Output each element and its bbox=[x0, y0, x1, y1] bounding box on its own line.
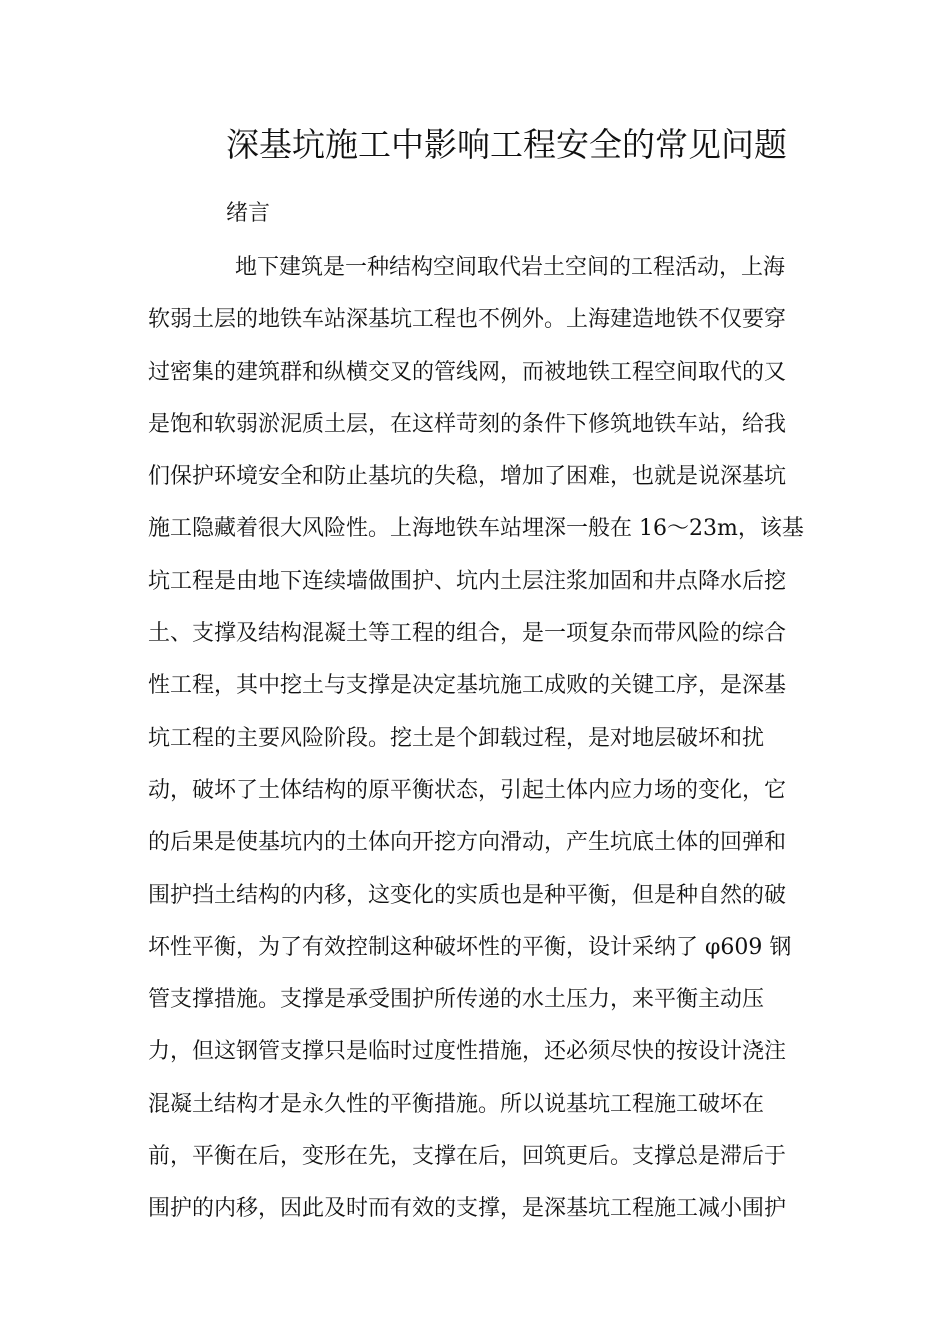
body-line: 管支撑措施。支撑是承受围护所传递的水土压力，来平衡主动压 bbox=[148, 987, 765, 1013]
body-line: 坑工程的主要风险阶段。挖土是个卸载过程，是对地层破坏和扰 bbox=[148, 725, 765, 751]
body-line: 围护挡土结构的内移，这变化的实质也是种平衡，但是种自然的破 bbox=[148, 882, 787, 908]
body-line: 坏性平衡，为了有效控制这种破坏性的平衡，设计采纳了 φ609 钢 bbox=[148, 934, 792, 960]
body-line: 的后果是使基坑内的土体向开挖方向滑动，产生坑底土体的回弹和 bbox=[148, 830, 787, 856]
body-line: 坑工程是由地下连续墙做围护、坑内土层注浆加固和井点降水后挖 bbox=[148, 568, 787, 594]
body-line: 混凝土结构才是永久性的平衡措施。所以说基坑工程施工破坏在 bbox=[148, 1091, 765, 1117]
body-line: 过密集的建筑群和纵横交叉的管线网，而被地铁工程空间取代的又 bbox=[148, 359, 787, 385]
body-line: 是饱和软弱淤泥质土层，在这样苛刻的条件下修筑地铁车站，给我 bbox=[148, 411, 787, 437]
body-line: 施工隐藏着很大风险性。上海地铁车站埋深一般在 16～23m，该基 bbox=[148, 516, 804, 542]
body-line: 性工程，其中挖土与支撑是决定基坑施工成败的关键工序，是深基 bbox=[148, 673, 787, 699]
body-line: 围护的内移，因此及时而有效的支撑，是深基坑工程施工减小围护 bbox=[148, 1196, 787, 1222]
body-line: 力，但这钢管支撑只是临时过度性措施，还必须尽快的按设计浇注 bbox=[148, 1039, 787, 1065]
body-line: 前，平衡在后，变形在先，支撑在后，回筑更后。支撑总是滞后于 bbox=[148, 1144, 787, 1170]
body-line: 土、支撑及结构混凝土等工程的组合，是一项复杂而带风险的综合 bbox=[148, 621, 787, 647]
document-title: 深基坑施工中影响工程安全的常见问题 bbox=[226, 125, 787, 164]
body-paragraph bbox=[148, 251, 828, 1245]
body-line: 软弱土层的地铁车站深基坑工程也不例外。上海建造地铁不仅要穿 bbox=[148, 307, 787, 333]
section-heading: 绪言 bbox=[226, 201, 271, 226]
body-line: 动，破坏了土体结构的原平衡状态，引起土体内应力场的变化，它 bbox=[148, 777, 787, 803]
body-line: 们保护环境安全和防止基坑的失稳，增加了困难，也就是说深基坑 bbox=[148, 464, 787, 490]
body-line: 地下建筑是一种结构空间取代岩土空间的工程活动，上海 bbox=[235, 255, 786, 280]
